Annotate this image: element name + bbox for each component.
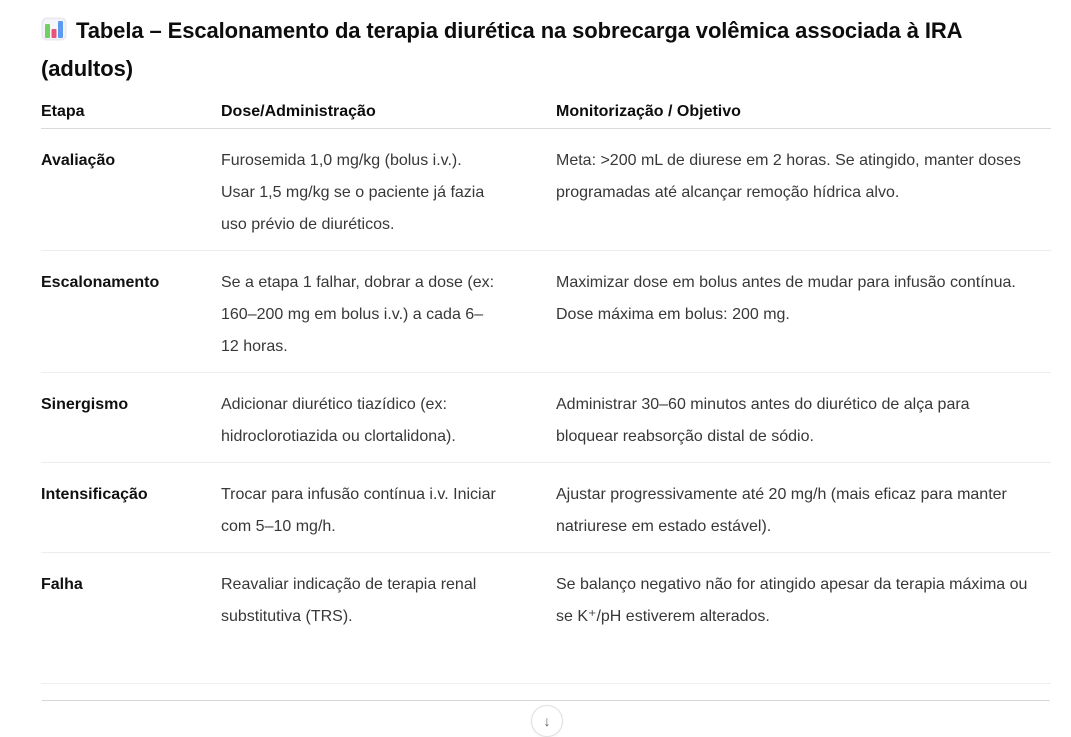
cell-monitorizacao: Meta: >200 mL de diurese em 2 horas. Se atingido, manter doses programadas até alcançar remoção hídrica alvo. <box>556 129 1051 251</box>
cell-monitorizacao: Administrar 30–60 minutos antes do diurético de alça para bloquear reabsorção distal de sódio. <box>556 373 1051 463</box>
cell-etapa: Escalonamento <box>41 251 221 373</box>
diuretic-therapy-table <box>41 96 1051 684</box>
page-title-text: Tabela – Escalonamento da terapia diurética na sobrecarga volêmica associada à IRA (adultos) <box>41 18 962 81</box>
cell-dose: Furosemida 1,0 mg/kg (bolus i.v.). Usar 1,5 mg/kg se o paciente já fazia uso prévio de diuréticos. <box>221 129 556 251</box>
table-header-row <box>41 96 1051 129</box>
column-header-dose: Dose/Administração <box>221 96 556 129</box>
table-row <box>41 463 1051 553</box>
scroll-to-bottom-button[interactable] <box>531 705 563 737</box>
cell-etapa: Intensificação <box>41 463 221 553</box>
cell-etapa: Avaliação <box>41 129 221 251</box>
table-row <box>41 129 1051 251</box>
cell-monitorizacao: Se balanço negativo não for atingido apesar da terapia máxima ou se K⁺/pH estiverem alterados. <box>556 553 1051 684</box>
cell-dose: Reavaliar indicação de terapia renal substitutiva (TRS). <box>221 553 556 684</box>
table-row <box>41 373 1051 463</box>
cell-etapa: Falha <box>41 553 221 684</box>
cell-etapa: Sinergismo <box>41 373 221 463</box>
cell-monitorizacao: Maximizar dose em bolus antes de mudar para infusão contínua. Dose máxima em bolus: 200 mg. <box>556 251 1051 373</box>
cell-dose: Se a etapa 1 falhar, dobrar a dose (ex: 160–200 mg em bolus i.v.) a cada 6–12 horas. <box>221 251 556 373</box>
message-divider <box>42 700 1050 701</box>
column-header-etapa: Etapa <box>41 96 221 129</box>
cell-monitorizacao: Ajustar progressivamente até 20 mg/h (mais eficaz para manter natriurese em estado estável). <box>556 463 1051 553</box>
table-row <box>41 251 1051 373</box>
cell-dose: Adicionar diurético tiazídico (ex: hidroclorotiazida ou clortalidona). <box>221 373 556 463</box>
page-title <box>41 12 1049 88</box>
chevron-down-icon: ↓ <box>543 713 551 729</box>
bar-chart-icon <box>41 15 67 39</box>
table-row <box>41 553 1051 684</box>
column-header-monitorizacao: Monitorização / Objetivo <box>556 96 1051 129</box>
cell-dose: Trocar para infusão contínua i.v. Iniciar com 5–10 mg/h. <box>221 463 556 553</box>
